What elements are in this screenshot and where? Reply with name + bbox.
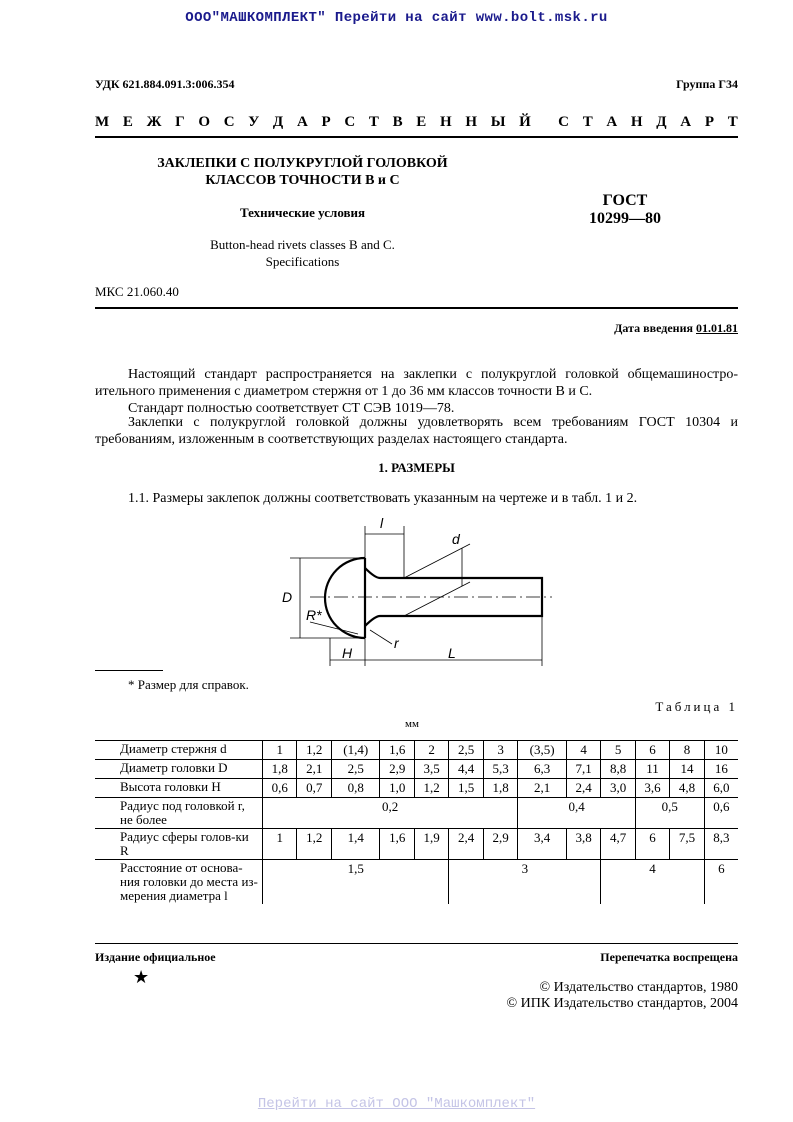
table-cell: 3 bbox=[449, 860, 601, 905]
heading-letter: А bbox=[680, 114, 692, 130]
table-cell: 3,4 bbox=[518, 829, 567, 860]
star-icon: ★ bbox=[133, 967, 150, 987]
bottom-rule bbox=[95, 943, 738, 944]
table-cell: 7,1 bbox=[566, 760, 600, 779]
table-cell: 1,2 bbox=[297, 829, 331, 860]
table-cell: 4,4 bbox=[449, 760, 483, 779]
heading-letter: О bbox=[198, 114, 210, 130]
table-cell: 1,2 bbox=[414, 779, 448, 798]
group-code: Группа Г34 bbox=[676, 77, 738, 91]
reprint-notice: Перепечатка воспрещена bbox=[600, 950, 738, 964]
row-label: Радиус сферы голов-ки R bbox=[120, 829, 249, 858]
row-label: Диаметр головки D bbox=[120, 760, 228, 775]
row-label: Расстояние от основа-ния головки до места из-мерения диаметра l bbox=[120, 860, 258, 903]
table-cell: 10 bbox=[704, 741, 738, 760]
table-cell: 6,3 bbox=[518, 760, 567, 779]
table-row bbox=[95, 798, 738, 829]
heading-letter: Е bbox=[416, 114, 427, 130]
date-value: 01.01.81 bbox=[696, 321, 738, 335]
table-1 bbox=[95, 740, 738, 904]
ext-d-top bbox=[404, 544, 470, 578]
heading-letter: А bbox=[606, 114, 618, 130]
table-cell: 1,6 bbox=[380, 829, 414, 860]
english-title bbox=[95, 236, 510, 270]
table-cell: 0,6 bbox=[263, 779, 297, 798]
table-cell: (3,5) bbox=[518, 741, 567, 760]
row-label: Радиус под головкой r, не более bbox=[120, 798, 245, 827]
heading-letter: В bbox=[392, 114, 403, 130]
table-cell: 0,7 bbox=[297, 779, 331, 798]
table-cell: 1,0 bbox=[380, 779, 414, 798]
paragraph-compliance: Стандарт полностью соответствует СТ СЭВ 1019—78. bbox=[128, 401, 455, 416]
table-cell: 5 bbox=[601, 741, 635, 760]
table-cell: 0,8 bbox=[331, 779, 380, 798]
table-cell: 8,8 bbox=[601, 760, 635, 779]
table-cell: 2,4 bbox=[449, 829, 483, 860]
heading-letter: Г bbox=[175, 114, 185, 130]
table-cell: 3,5 bbox=[414, 760, 448, 779]
table-cell: 6 bbox=[635, 741, 669, 760]
heading-letter: Н bbox=[630, 114, 643, 130]
heading-letter: С bbox=[344, 114, 356, 130]
heading-letter: Ж bbox=[146, 114, 162, 130]
table-cell: 8,3 bbox=[704, 829, 738, 860]
table-cell: 11 bbox=[635, 760, 669, 779]
table-cell: 8 bbox=[670, 741, 704, 760]
table-cell: 1 bbox=[263, 829, 297, 860]
heading-letter: С bbox=[558, 114, 569, 130]
official-edition: Издание официальное bbox=[95, 950, 216, 964]
label-r: r bbox=[394, 635, 399, 651]
table-cell: 1,4 bbox=[331, 829, 380, 860]
heading-letter: Д bbox=[656, 114, 667, 130]
document-subtitle: Технические условия bbox=[239, 205, 366, 220]
document-title bbox=[95, 155, 510, 189]
english-title-line-2: Specifications bbox=[265, 254, 340, 269]
introduction-date bbox=[614, 321, 738, 336]
table-cell: 2 bbox=[414, 741, 448, 760]
table-cell: 1,6 bbox=[380, 741, 414, 760]
table-cell: 3,8 bbox=[566, 829, 600, 860]
interstate-standard-heading bbox=[95, 114, 738, 131]
table-cell: (1,4) bbox=[331, 741, 380, 760]
heading-letter: Т bbox=[368, 114, 379, 130]
ext-d-bottom bbox=[404, 582, 470, 616]
heading-letter: Т bbox=[727, 114, 738, 130]
section-heading: 1. РАЗМЕРЫ bbox=[378, 460, 455, 475]
table-cell: 0,4 bbox=[518, 798, 635, 829]
heading-letter: Н bbox=[439, 114, 452, 130]
row-label: Высота головки H bbox=[120, 779, 221, 794]
heading-letter: Ы bbox=[490, 114, 506, 130]
table-cell: 6 bbox=[635, 829, 669, 860]
table-cell: 2,1 bbox=[518, 779, 567, 798]
table-cell: 14 bbox=[670, 760, 704, 779]
date-label: Дата введения bbox=[614, 321, 693, 335]
heading-letter: Р bbox=[321, 114, 331, 130]
label-R: R* bbox=[306, 607, 322, 623]
footnote-rule bbox=[95, 670, 163, 671]
table-cell: 1,8 bbox=[483, 779, 517, 798]
title-line-1: ЗАКЛЕПКИ С ПОЛУКРУГЛОЙ ГОЛОВКОЙ bbox=[157, 156, 448, 171]
table-cell: 4,7 bbox=[601, 829, 635, 860]
table-row bbox=[95, 760, 738, 779]
heading-letter: Р bbox=[704, 114, 714, 130]
title-block-rule bbox=[95, 307, 738, 309]
heading-letter: М bbox=[95, 114, 110, 130]
paragraph-scope: Настоящий стандарт распространяется на заклепки с полукруглой головкой общемашиностро-ительного применения с диаметром стержня от 1 до 36 мм классов точности В и С. bbox=[95, 367, 738, 399]
label-H: H bbox=[342, 645, 353, 661]
table-cell: 7,5 bbox=[670, 829, 704, 860]
rivet-drawing bbox=[270, 514, 560, 674]
table-cell: 16 bbox=[704, 760, 738, 779]
footnote: * Размер для справок. bbox=[128, 677, 249, 692]
table-cell: 3,6 bbox=[635, 779, 669, 798]
table-cell: 6,0 bbox=[704, 779, 738, 798]
english-title-line-1: Button-head rivets classes B and C. bbox=[210, 237, 395, 252]
rivet-head-arc bbox=[325, 558, 365, 638]
table-row bbox=[95, 741, 738, 760]
label-D: D bbox=[282, 589, 293, 605]
table-unit: мм bbox=[405, 718, 419, 730]
label-l: l bbox=[380, 515, 384, 531]
table-cell: 4 bbox=[601, 860, 704, 905]
table-cell: 1,5 bbox=[449, 779, 483, 798]
table-cell: 2,5 bbox=[331, 760, 380, 779]
gost-label: ГОСТ bbox=[602, 192, 648, 209]
udk-code: УДК 621.884.091.3:006.354 bbox=[95, 77, 235, 91]
row-label: Диаметр стержня d bbox=[120, 741, 227, 756]
table-cell: 2,4 bbox=[566, 779, 600, 798]
heading-letter: А bbox=[296, 114, 308, 130]
heading-letter: Е bbox=[122, 114, 133, 130]
table-cell: 2,5 bbox=[449, 741, 483, 760]
title-line-2: КЛАССОВ ТОЧНОСТИ В и С bbox=[205, 173, 400, 188]
heading-letter: Д bbox=[272, 114, 284, 130]
heading-letter: Й bbox=[519, 114, 531, 130]
leader-r bbox=[370, 630, 392, 644]
table-caption: Таблица 1 bbox=[655, 699, 738, 714]
table-cell: 3,0 bbox=[601, 779, 635, 798]
heading-letter: Т bbox=[582, 114, 593, 130]
header-rule bbox=[95, 136, 738, 138]
table-cell: 0,6 bbox=[704, 798, 738, 829]
table-cell: 4,8 bbox=[670, 779, 704, 798]
table-cell: 2,1 bbox=[297, 760, 331, 779]
header-site-link[interactable]: ООО"МАШКОМПЛЕКТ" Перейти на сайт www.bolt.msk.ru bbox=[185, 10, 608, 26]
gost-number: 10299—80 bbox=[589, 210, 661, 227]
table-cell: 1,8 bbox=[263, 760, 297, 779]
table-row bbox=[95, 829, 738, 860]
table-cell: 0,5 bbox=[635, 798, 704, 829]
table-cell: 6 bbox=[704, 860, 738, 905]
heading-letter: Н bbox=[465, 114, 477, 130]
table-cell: 2,9 bbox=[380, 760, 414, 779]
copyright-1980: © Издательство стандартов, 1980 bbox=[539, 980, 738, 995]
table-cell: 1,2 bbox=[297, 741, 331, 760]
label-d: d bbox=[452, 531, 460, 547]
label-L: L bbox=[448, 645, 456, 661]
table-cell: 1 bbox=[263, 741, 297, 760]
copyright-2004: © ИПК Издательство стандартов, 2004 bbox=[506, 996, 738, 1011]
table-cell: 0,2 bbox=[263, 798, 518, 829]
table-row bbox=[95, 860, 738, 905]
heading-letter: С bbox=[223, 114, 235, 130]
table-cell: 1,5 bbox=[263, 860, 449, 905]
table-cell: 2,9 bbox=[483, 829, 517, 860]
table-row bbox=[95, 779, 738, 798]
clause-1-1: 1.1. Размеры заклепок должны соответствовать указанным на чертеже и в табл. 1 и 2. bbox=[128, 491, 638, 506]
footer-site-link[interactable]: Перейти на сайт ООО "Машкомплект" bbox=[257, 1096, 536, 1112]
table-cell: 3 bbox=[483, 741, 517, 760]
mks-code: МКС 21.060.40 bbox=[95, 284, 179, 299]
heading-letter: У bbox=[248, 114, 260, 130]
table-cell: 4 bbox=[566, 741, 600, 760]
table-cell: 5,3 bbox=[483, 760, 517, 779]
paragraph-requirements: Заклепки с полукруглой головкой должны удовлетворять всем требованиям ГОСТ 10304 и требованиям, изложенным в соответствующих разделах настоящего стандарта. bbox=[95, 415, 738, 447]
gost-designation bbox=[560, 192, 690, 228]
table-cell: 1,9 bbox=[414, 829, 448, 860]
